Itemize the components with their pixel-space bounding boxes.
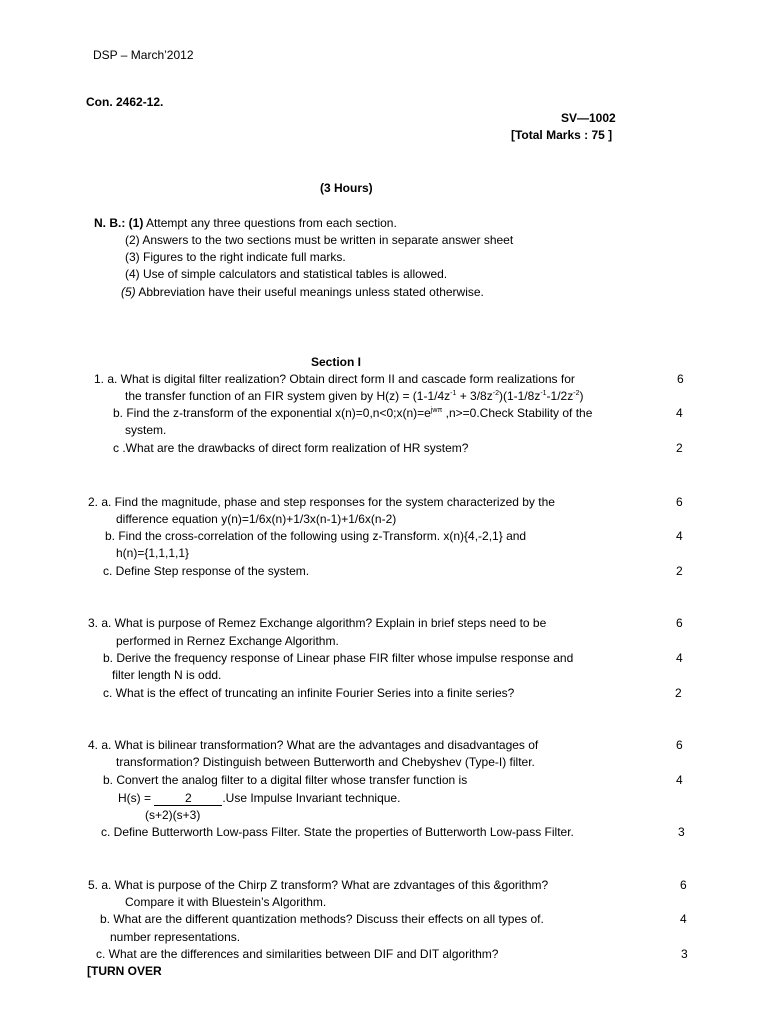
nb-line-1 — [94, 215, 397, 232]
q2-c-line: c. Define Step response of the system. — [103, 564, 310, 578]
q5-b-line-2: number representations. — [110, 930, 241, 944]
q4-c-line: c. Define Butterworth Low-pass Filter. State the properties of Butterworth Low-pass Filter. — [101, 825, 574, 839]
q2-b-line-1: b. Find the cross-correlation of the following using z-Transform. x(n){4,-2,1} and — [105, 529, 527, 543]
q4-a-marks: 6 — [676, 738, 683, 752]
q4-b-marks: 4 — [676, 773, 683, 787]
q4-a-line-2: transformation? Distinguish between Butterworth and Chebyshev (Type-I) filter. — [116, 755, 535, 769]
q3-b-line-2: filter length N is odd. — [112, 668, 222, 682]
q1-b-line-2: system. — [125, 423, 167, 437]
q5-a-line-2: Compare it with Bluestein’s Algorithm. — [125, 895, 327, 909]
q4-transfer-numerator: 2 — [154, 791, 222, 806]
nb-item-5: Abbreviation have their useful meanings unless stated otherwise. — [138, 285, 484, 299]
q2-b-marks: 4 — [676, 529, 683, 543]
nb-line-5 — [121, 284, 484, 301]
q4-b-line-1: b. Convert the analog filter to a digital filter whose transfer function is — [103, 773, 468, 787]
q2-c-marks: 2 — [676, 564, 683, 578]
nb-item-2: (2) Answers to the two sections must be written in separate answer sheet — [125, 233, 514, 247]
q5-b-line-1: b. What are the different quantization methods? Discuss their effects on all types of. — [100, 912, 544, 926]
q3-a-line-2: performed in Rernez Exchange Algorithm. — [116, 634, 339, 648]
q4-b-instruction: .Use Impulse Invariant technique. — [222, 791, 401, 805]
nb-item-3: (3) Figures to the right indicate full marks. — [125, 250, 346, 264]
q1-a-line-2: the transfer function of an FIR system given by $H(z) = (1-1/4z^{-1} + 3/8z^{-2})(1-1/8z^{-1}-1/2z^{-2})$ — [125, 389, 584, 403]
nb-number-5: (5) — [121, 285, 136, 299]
q4-b-line-2 — [118, 790, 400, 807]
q2-a-marks: 6 — [676, 495, 683, 509]
q4-a-line-1: 4. a. What is bilinear transformation? What are the advantages and disadvantages of — [88, 738, 539, 752]
q2-a-line-1: 2. a. Find the magnitude, phase and step responses for the system characterized by the — [88, 495, 555, 509]
q3-a-marks: 6 — [676, 616, 683, 630]
q5-a-marks: 6 — [680, 878, 687, 892]
q5-c-marks: 3 — [681, 947, 688, 961]
q2-a-line-2: difference equation y(n)=1/6x(n)+1/3x(n-1)+1/6x(n-2) — [116, 512, 397, 526]
q1-b-line-1: b. Find the z-transform of the exponential $x(n)=0,n<0;x(n)=e^{jw\pi}$ ,n>=0.Check Stability of the — [113, 406, 593, 420]
q1-c-marks: 2 — [676, 441, 683, 455]
paper-code: SV—1002 — [561, 111, 616, 125]
q4-transfer-denominator: (s+2)(s+3) — [145, 808, 201, 822]
q1-a-line-1: 1. a. What is digital filter realization? Obtain direct form II and cascade form realizations for — [94, 372, 575, 386]
section-title: Section I — [311, 355, 362, 369]
q3-b-line-1: b. Derive the frequency response of Linear phase FIR filter whose impulse response and — [103, 651, 574, 665]
q3-a-line-1: 3. a. What is purpose of Remez Exchange algorithm? Explain in brief steps need to be — [88, 616, 547, 630]
q3-c-line: c. What is the effect of truncating an infinite Fourier Series into a finite series? — [103, 686, 515, 700]
duration: (3 Hours) — [320, 181, 373, 195]
q1-a-marks: 6 — [677, 372, 684, 386]
q1-c-line: c .What are the drawbacks of direct form realization of HR system? — [113, 441, 469, 455]
q2-b-line-2: h(n)={1,1,1,1} — [116, 546, 190, 560]
nb-lead: N. B.: (1) — [94, 216, 144, 230]
q5-b-marks: 4 — [680, 912, 687, 926]
q3-b-marks: 4 — [676, 651, 683, 665]
con-number: Con. 2462-12. — [86, 95, 164, 109]
total-marks: [Total Marks : 75 ] — [511, 128, 613, 142]
turn-over: [TURN OVER — [87, 964, 162, 978]
q5-a-line-1: 5. a. What is purpose of the Chirp Z transform? What are zdvantages of this &gorithm? — [88, 878, 549, 892]
q5-c-line: c. What are the differences and similarities between DIF and DIT algorithm? — [96, 947, 499, 961]
nb-item-1: Attempt any three questions from each section. — [146, 216, 397, 230]
q3-c-marks: 2 — [675, 686, 682, 700]
q1-b-marks: 4 — [676, 406, 683, 420]
nb-item-4: (4) Use of simple calculators and statistical tables is allowed. — [125, 267, 448, 281]
paper-subject: DSP – March’2012 — [93, 48, 194, 62]
q4-c-marks: 3 — [678, 825, 685, 839]
q4-transfer-lhs: H(s) = — [118, 791, 151, 805]
